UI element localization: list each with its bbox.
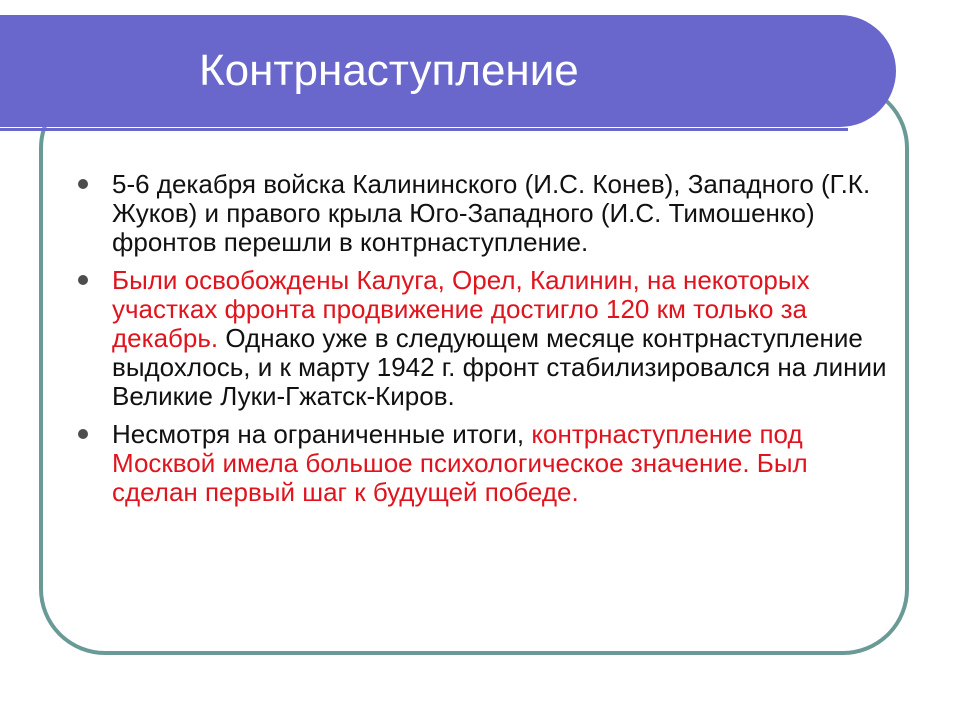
slide-title: Контрнаступление	[199, 46, 579, 95]
bullet-text-highlight: контрнаступление под Москвой имела большое психологическое значение. Был сделан первый шаг к будущей победе.	[112, 419, 808, 507]
bullet-item	[72, 266, 892, 411]
bullet-item	[72, 420, 892, 507]
bullet-item	[72, 170, 892, 257]
bullet-dot-icon	[78, 275, 88, 285]
bullet-list	[72, 170, 892, 516]
bullet-dot-icon	[78, 179, 88, 189]
bullet-text-highlight: Были освобождены Калуга, Орел, Калинин, на некоторых участках фронта продвижение достигло 120 км только за декабрь.	[112, 265, 810, 353]
title-underline	[0, 128, 848, 131]
bullet-text: Несмотря на ограниченные итоги,	[112, 419, 532, 449]
bullet-dot-icon	[78, 429, 88, 439]
bullet-text: Однако уже в следующем месяце контрнаступление выдохлось, и к марту 1942 г. фронт стабилизировался на линии Великие Луки-Гжатск-Киров.	[112, 323, 887, 411]
bullet-text: 5-6 декабря войска Калининского (И.С. Конев), Западного (Г.К. Жуков) и правого крыла Юго-Западного (И.С. Тимошенко) фронтов перешли в контрнаступление.	[112, 169, 871, 257]
